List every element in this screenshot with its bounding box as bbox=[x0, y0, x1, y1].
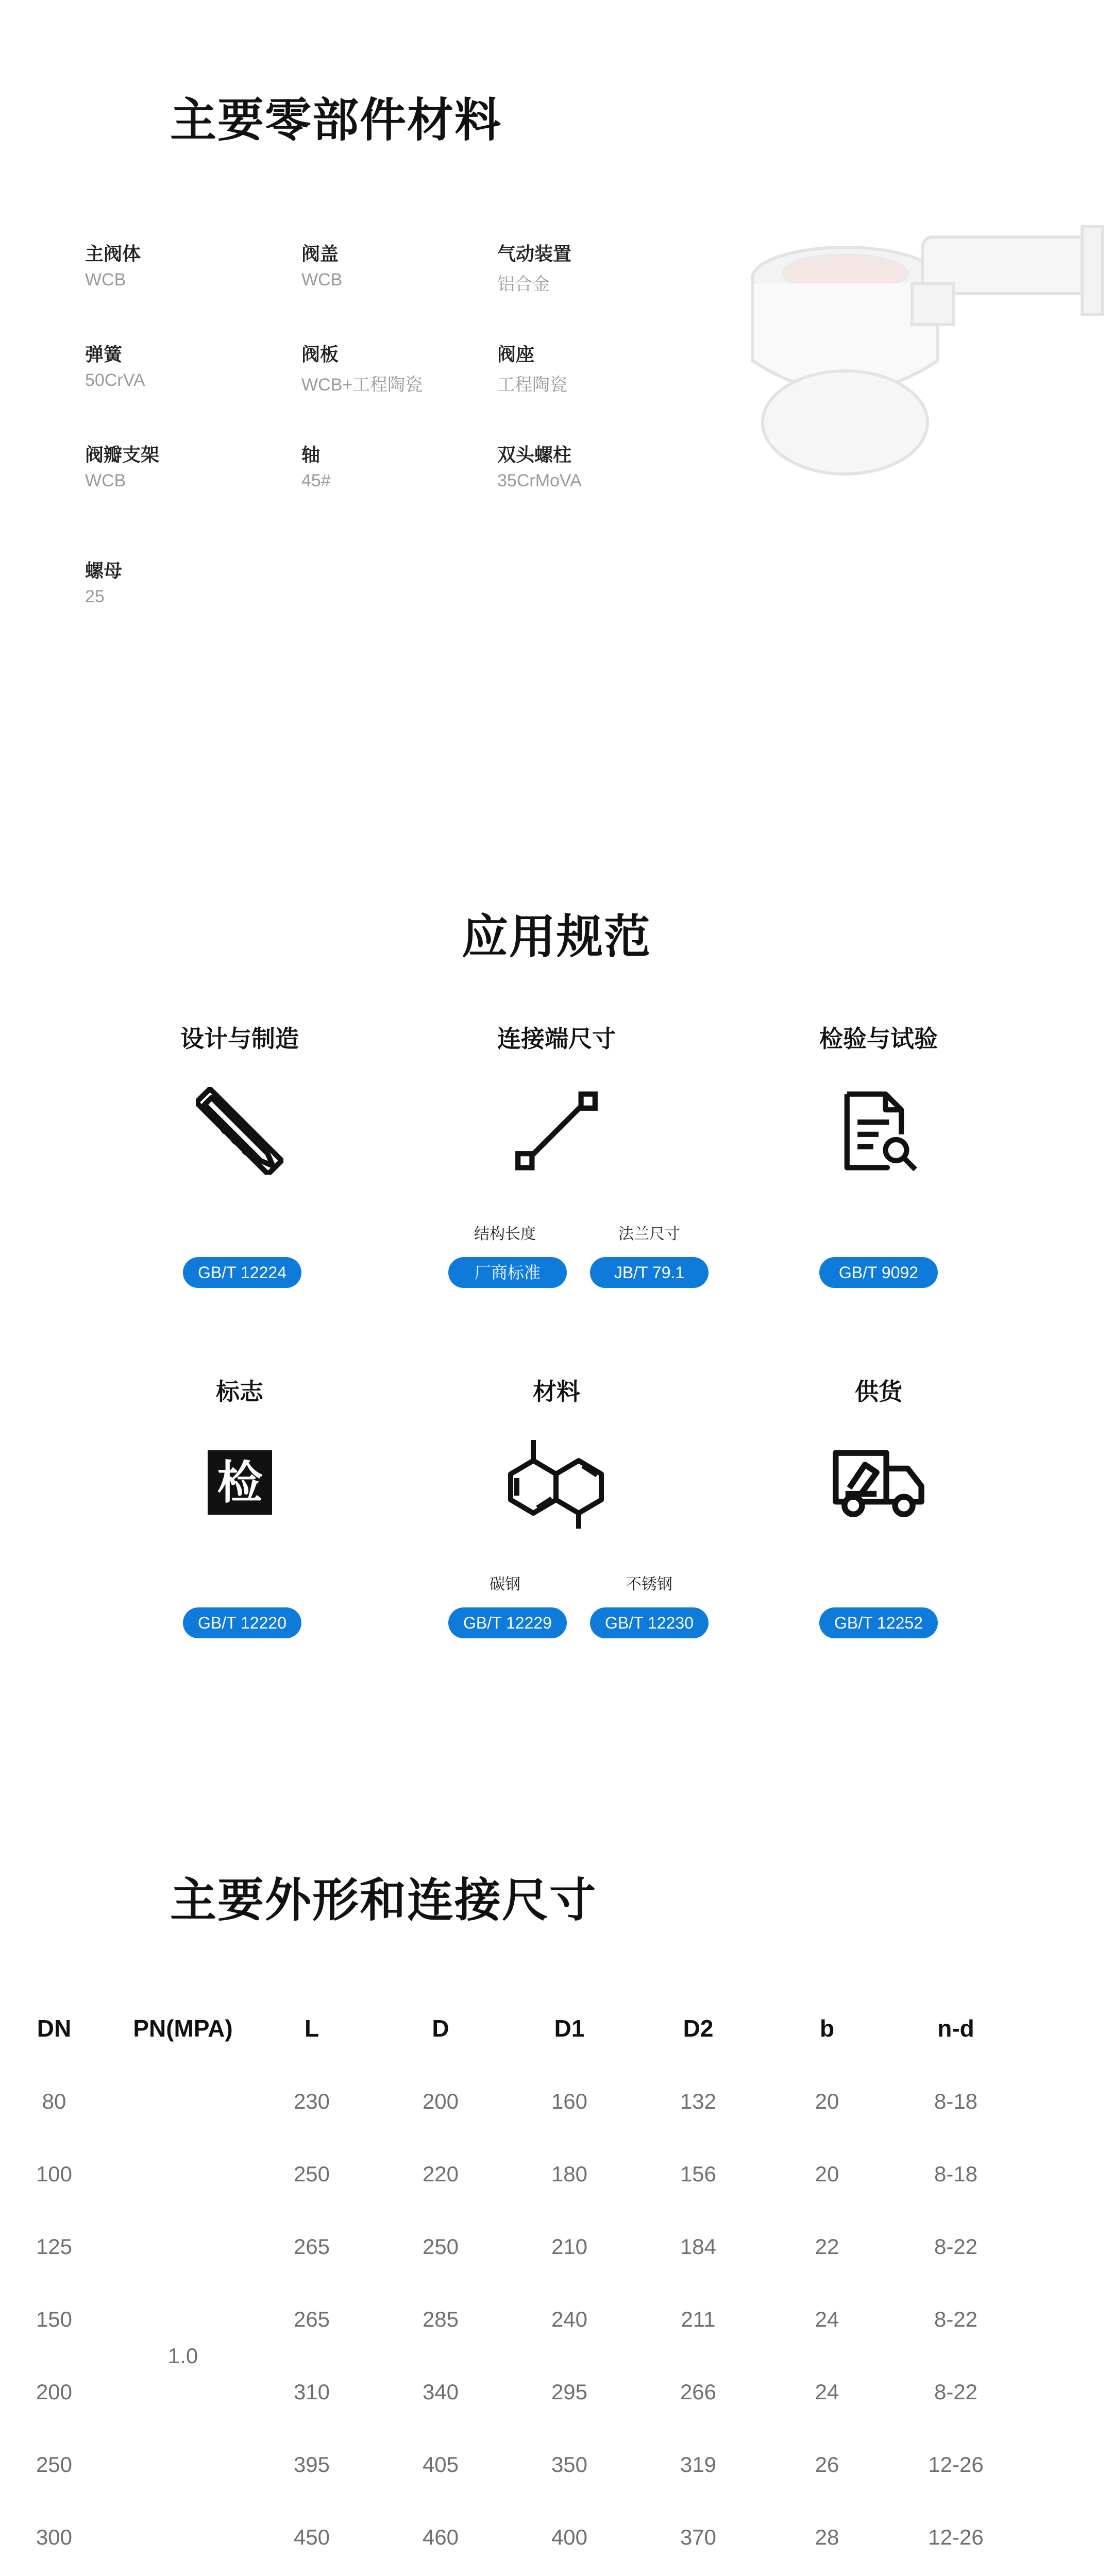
table-cell: 340 bbox=[422, 2380, 459, 2404]
table-cell: 24 bbox=[815, 2380, 839, 2404]
connection-sub-flange: 法兰尺寸 bbox=[618, 1225, 680, 1243]
table-header-cell: n-d bbox=[937, 2015, 974, 2042]
material-label: 阀座 bbox=[497, 344, 535, 365]
material-value: WCB+工程陶瓷 bbox=[301, 375, 423, 395]
marking-title: 标志 bbox=[216, 1378, 263, 1405]
table-cell: 285 bbox=[422, 2307, 459, 2331]
material-item-bonnet bbox=[301, 240, 342, 290]
table-cell: 12-26 bbox=[928, 2452, 984, 2477]
document-search-icon bbox=[835, 1087, 922, 1175]
table-cell-pn: 1.0 bbox=[167, 2343, 198, 2368]
table-cell: 22 bbox=[815, 2234, 839, 2259]
table-cell: 20 bbox=[815, 2089, 839, 2113]
table-cell: 240 bbox=[551, 2307, 588, 2331]
design-title: 设计与制造 bbox=[180, 1025, 299, 1053]
material-item-actuator bbox=[497, 240, 571, 295]
connection-sub-length: 结构长度 bbox=[474, 1225, 536, 1243]
material-value: 工程陶瓷 bbox=[497, 375, 567, 395]
table-cell: 395 bbox=[293, 2452, 330, 2477]
delivery-truck-icon bbox=[830, 1437, 927, 1525]
design-tools-icon bbox=[196, 1087, 283, 1175]
table-cell: 180 bbox=[551, 2162, 588, 2186]
inspection-badge: GB/T 9092 bbox=[819, 1257, 938, 1288]
table-header-cell: D1 bbox=[554, 2015, 585, 2042]
table-cell: 266 bbox=[680, 2380, 717, 2404]
material-value: WCB bbox=[301, 270, 343, 290]
connection-line-icon bbox=[513, 1087, 600, 1175]
table-cell: 211 bbox=[681, 2307, 716, 2331]
dimensions-title: 主要外形和连接尺寸 bbox=[170, 1873, 597, 1927]
material-value: 铝合金 bbox=[497, 275, 550, 294]
table-cell: 350 bbox=[551, 2452, 588, 2477]
table-cell: 156 bbox=[680, 2162, 717, 2186]
table-cell: 200 bbox=[36, 2380, 73, 2404]
table-cell: 200 bbox=[422, 2089, 459, 2113]
table-cell: 8-18 bbox=[934, 2089, 978, 2113]
table-cell: 295 bbox=[551, 2380, 588, 2404]
table-header-cell: DN bbox=[37, 2015, 72, 2042]
table-cell: 310 bbox=[293, 2380, 330, 2404]
material-item-shaft bbox=[301, 440, 331, 491]
table-cell: 24 bbox=[815, 2307, 839, 2331]
table-cell: 405 bbox=[422, 2452, 459, 2477]
table-cell: 300 bbox=[36, 2525, 73, 2549]
material-item-stud bbox=[497, 440, 582, 491]
table-cell: 80 bbox=[42, 2089, 66, 2113]
table-header-cell: b bbox=[819, 2015, 835, 2042]
table-cell: 250 bbox=[36, 2452, 73, 2477]
material-label: 阀瓣支架 bbox=[85, 445, 160, 466]
table-cell: 220 bbox=[422, 2162, 459, 2186]
table-header-cell: L bbox=[304, 2015, 319, 2042]
material-label: 阀盖 bbox=[301, 244, 339, 265]
material-label: 双头螺柱 bbox=[497, 445, 572, 466]
connection-badge-length: 厂商标准 bbox=[448, 1257, 567, 1288]
table-cell: 210 bbox=[551, 2234, 588, 2259]
table-cell: 8-22 bbox=[934, 2307, 978, 2331]
material-item-seat bbox=[497, 340, 567, 396]
material-sub-stainless: 不锈钢 bbox=[626, 1575, 672, 1594]
material-label: 阀板 bbox=[301, 344, 339, 365]
table-header-cell: PN(MPA) bbox=[133, 2015, 233, 2042]
connection-title: 连接端尺寸 bbox=[497, 1025, 616, 1053]
material-value: 35CrMoVA bbox=[497, 471, 582, 490]
material-badge-stainless: GB/T 12230 bbox=[590, 1607, 709, 1638]
material-item-disc bbox=[301, 340, 423, 396]
material-value: WCB bbox=[85, 471, 126, 490]
material-value: 25 bbox=[85, 587, 105, 606]
table-cell: 265 bbox=[293, 2307, 330, 2331]
inspection-title: 检验与试验 bbox=[819, 1025, 938, 1053]
table-cell: 265 bbox=[293, 2234, 330, 2259]
table-cell: 400 bbox=[551, 2525, 588, 2549]
table-cell: 125 bbox=[36, 2234, 73, 2259]
material-sub-carbon: 碳钢 bbox=[490, 1575, 520, 1594]
material-item-nut bbox=[85, 556, 122, 607]
material-label: 螺母 bbox=[85, 561, 123, 582]
material-value: 45# bbox=[301, 471, 331, 490]
table-cell: 20 bbox=[815, 2162, 839, 2186]
table-cell: 100 bbox=[36, 2162, 73, 2186]
table-cell: 250 bbox=[422, 2234, 459, 2259]
material-item-spring bbox=[85, 340, 145, 391]
chemical-structure-icon bbox=[502, 1430, 616, 1533]
material-item-main-body bbox=[85, 240, 141, 290]
table-cell: 26 bbox=[815, 2452, 839, 2477]
supply-title: 供货 bbox=[855, 1378, 902, 1405]
valve-product-image bbox=[690, 206, 1113, 495]
table-cell: 28 bbox=[815, 2525, 839, 2549]
material-item-disc-bracket bbox=[85, 440, 159, 491]
table-cell: 8-22 bbox=[934, 2380, 978, 2404]
table-cell: 370 bbox=[680, 2525, 717, 2549]
table-cell: 450 bbox=[293, 2525, 330, 2549]
table-cell: 132 bbox=[680, 2089, 717, 2113]
table-cell: 460 bbox=[422, 2525, 459, 2549]
table-cell: 8-18 bbox=[934, 2162, 978, 2186]
material-label: 弹簧 bbox=[85, 344, 123, 365]
supply-badge: GB/T 12252 bbox=[819, 1607, 938, 1638]
table-cell: 8-22 bbox=[934, 2234, 978, 2259]
connection-badge-flange: JB/T 79.1 bbox=[590, 1257, 709, 1288]
table-cell: 12-26 bbox=[928, 2525, 984, 2549]
materials-title: 主要零部件材料 bbox=[170, 93, 502, 147]
inspection-stamp-icon: 检 bbox=[208, 1450, 272, 1515]
table-cell: 250 bbox=[293, 2162, 330, 2186]
material-std-title: 材料 bbox=[533, 1378, 580, 1405]
table-header-cell: D2 bbox=[683, 2015, 714, 2042]
material-badge-carbon: GB/T 12229 bbox=[448, 1607, 567, 1638]
table-header-cell: D bbox=[432, 2015, 449, 2042]
marking-badge: GB/T 12220 bbox=[183, 1607, 301, 1638]
material-value: WCB bbox=[85, 270, 126, 290]
table-cell: 184 bbox=[680, 2234, 717, 2259]
table-cell: 230 bbox=[293, 2089, 330, 2113]
material-value: 50CrVA bbox=[85, 370, 145, 390]
standards-title: 应用规范 bbox=[462, 910, 651, 964]
table-cell: 319 bbox=[680, 2452, 717, 2477]
table-cell: 150 bbox=[36, 2307, 73, 2331]
material-label: 气动装置 bbox=[497, 244, 572, 265]
design-badge: GB/T 12224 bbox=[183, 1257, 301, 1288]
table-cell: 160 bbox=[551, 2089, 588, 2113]
material-label: 主阀体 bbox=[85, 244, 141, 265]
material-label: 轴 bbox=[301, 445, 321, 466]
